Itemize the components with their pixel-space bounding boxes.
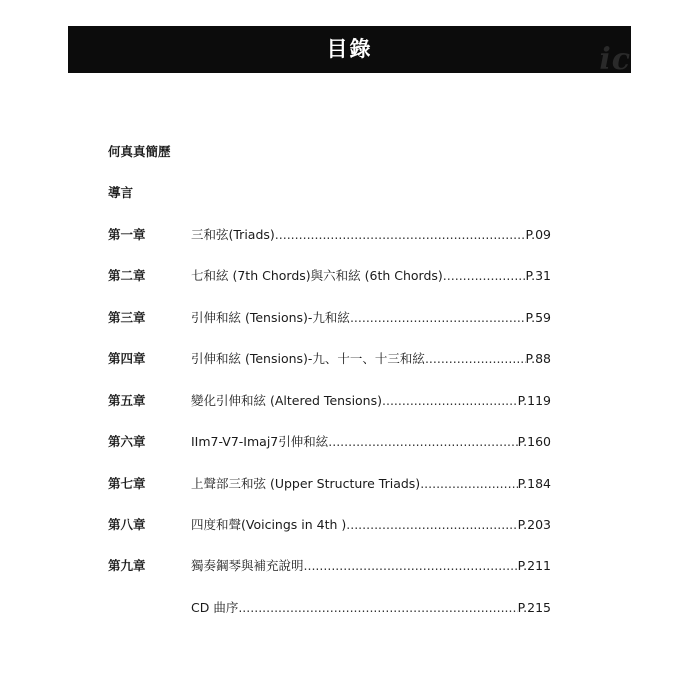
toc-line — [191, 515, 551, 535]
toc-page: P.59 — [525, 310, 551, 325]
toc-title: 七和絃 (7th Chords)與六和絃 (6th Chords) — [191, 268, 443, 283]
toc-entry-chapter-9[interactable] — [0, 556, 700, 576]
toc-line — [191, 225, 551, 245]
toc-entry-chapter-7[interactable] — [0, 474, 700, 494]
toc-page: P.88 — [525, 351, 551, 366]
toc-entry-chapter-1[interactable] — [0, 225, 700, 245]
toc-title: 引伸和絃 (Tensions)-九、十一、十三和絃 — [191, 351, 425, 366]
toc-label: 第三章 — [108, 310, 146, 325]
leader-dots — [350, 308, 526, 328]
leader-dots — [420, 474, 517, 494]
toc-label: 第九章 — [108, 558, 146, 573]
toc-title: IIm7-V7-Imaj7引伸和絃 — [191, 434, 329, 449]
toc-line — [191, 556, 551, 576]
leader-dots — [346, 515, 517, 535]
leader-dots — [382, 391, 518, 411]
leader-dots — [275, 225, 526, 245]
toc-label: 第八章 — [108, 517, 146, 532]
toc-page: P.160 — [517, 434, 551, 449]
toc-entry-chapter-6[interactable] — [0, 432, 700, 452]
toc-title: 引伸和絃 (Tensions)-九和絃 — [191, 310, 350, 325]
toc-line — [191, 349, 551, 369]
toc-label: 第七章 — [108, 476, 146, 491]
page-title: 目錄 — [326, 37, 373, 61]
toc-line — [191, 308, 551, 328]
toc-entry-chapter-3[interactable] — [0, 308, 700, 328]
toc-line — [191, 474, 551, 494]
toc-page: P.203 — [517, 517, 551, 532]
toc-title: 四度和聲(Voicings in 4th ) — [191, 517, 347, 532]
toc-entry-biography[interactable] — [0, 142, 700, 162]
toc-page: P.184 — [517, 476, 551, 491]
toc-entry-introduction[interactable] — [0, 183, 700, 203]
toc-label: 第四章 — [108, 351, 146, 366]
toc-title: 變化引伸和絃 (Altered Tensions) — [191, 393, 382, 408]
toc-label: 何真真簡歷 — [108, 144, 171, 159]
toc-page: P.09 — [525, 227, 551, 242]
toc-label: 導言 — [108, 185, 134, 200]
leader-dots — [425, 349, 526, 369]
toc-title: CD 曲序 — [191, 600, 239, 615]
toc-entry-chapter-5[interactable] — [0, 391, 700, 411]
toc-label: 第六章 — [108, 434, 146, 449]
toc-label: 第五章 — [108, 393, 146, 408]
toc-entry-chapter-4[interactable] — [0, 349, 700, 369]
toc-line — [191, 266, 551, 286]
toc-page: P.215 — [517, 600, 551, 615]
toc-entry-chapter-2[interactable] — [0, 266, 700, 286]
toc-line — [191, 598, 551, 618]
toc-title: 三和弦(Triads) — [191, 227, 275, 242]
toc-page: P.211 — [517, 558, 551, 573]
leader-dots — [304, 556, 518, 576]
toc-label: 第一章 — [108, 227, 146, 242]
toc-entry-chapter-8[interactable] — [0, 515, 700, 535]
toc-page: P.31 — [525, 268, 551, 283]
toc-line — [191, 432, 551, 452]
toc-label: 第二章 — [108, 268, 146, 283]
toc-page: P.119 — [517, 393, 551, 408]
toc-title: 獨奏鋼琴與補充說明 — [191, 558, 304, 573]
toc-entry-cd-tracklist[interactable] — [0, 598, 700, 618]
leader-dots — [238, 598, 517, 618]
leader-dots — [328, 432, 517, 452]
watermark: ic — [599, 42, 631, 73]
leader-dots — [443, 266, 526, 286]
toc-title: 上聲部三和弦 (Upper Structure Triads) — [191, 476, 421, 491]
toc-line — [191, 391, 551, 411]
